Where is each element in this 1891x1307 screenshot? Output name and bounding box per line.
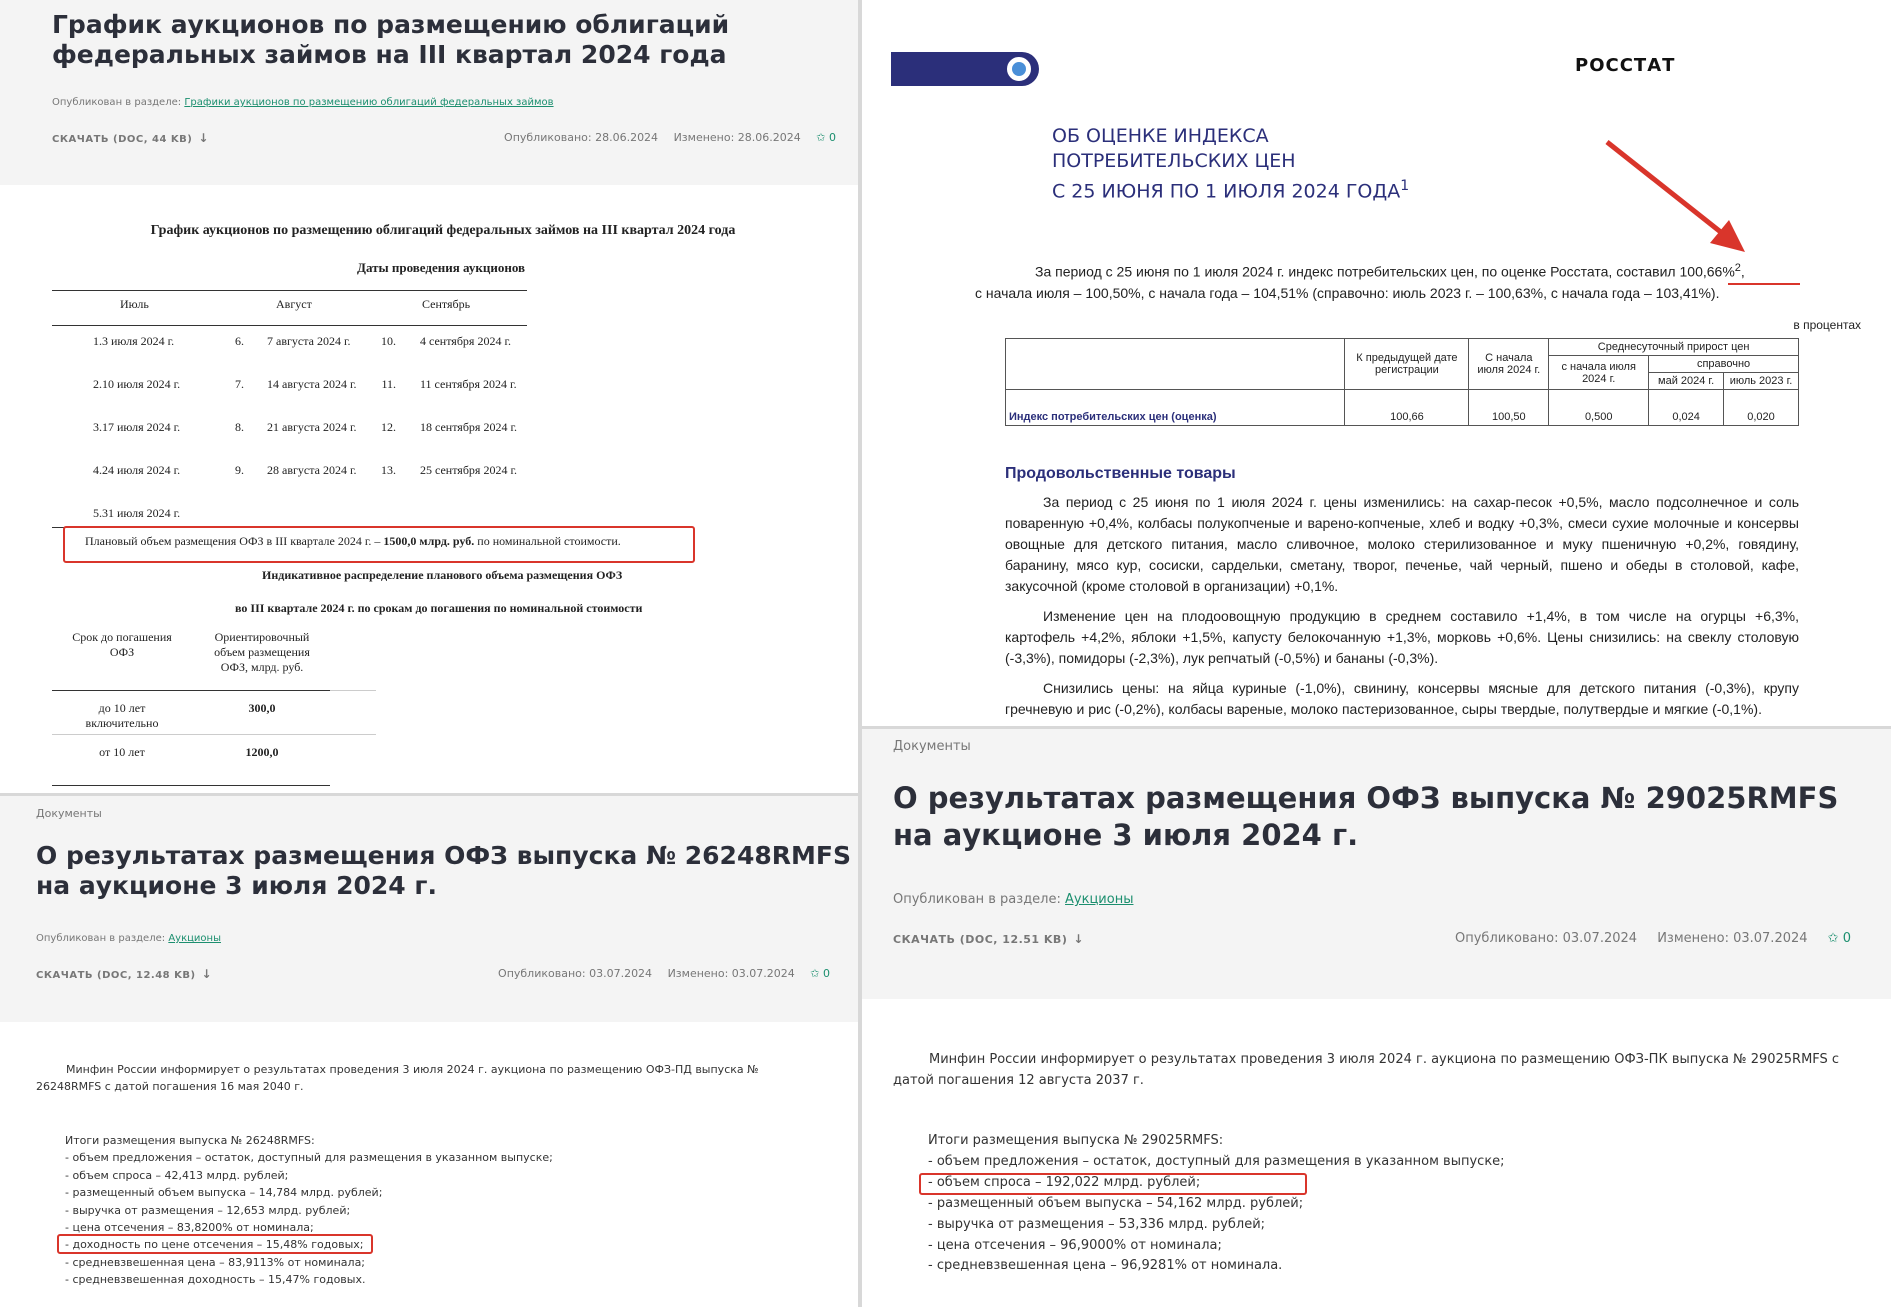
result-item: - цена отсечения – 83,8200% от номинала; [65,1221,314,1235]
auction-date: 4 сентября 2024 г. [420,334,512,348]
download-icon: ↓ [198,131,209,145]
plan-volume: Плановый объем размещения ОФЗ в III квартале 2024 г. – 1500,0 млрд. руб. по номинальной стоимости. [85,534,621,548]
schedule-row [52,369,527,412]
month-september: Сентябрь [422,297,471,311]
result-item: - доходность по цене отсечения – 15,48% годовых; [65,1238,364,1252]
row-number: 12. [381,420,396,434]
auction-date: 28 августа 2024 г. [267,463,357,477]
auction-date: 31 июля 2024 г. [102,506,181,520]
cpi-heading: ОБ ОЦЕНКЕ ИНДЕКСА ПОТРЕБИТЕЛЬСКИХ ЦЕН С 25 ИЮНЯ ПО 1 ИЮЛЯ 2024 ГОДА$^1$ [1052,125,1410,203]
section-link[interactable]: Графики аукционов по размещению облигаций федеральных займов [184,97,554,108]
intro-text: Минфин России информирует о результатах проведения 3 июля 2024 г. аукциона по размещению ОФЗ-ПД выпуска № 26248RMFS с датой погашения 16 мая 2040 г. [36,1063,759,1093]
auction-date: 3 июля 2024 г. [102,334,175,348]
month-july: Июль [120,297,149,311]
schedule-row [52,326,527,369]
row-number: 5. [93,506,102,520]
cpi-intro: За период с 25 июня по 1 июля 2024 г. индекс потребительских цен, по оценке Росстата, составил 100,66%$^2$, с начала июля – 100,50%, с начала года – 104,51% (справочно: июль 2023 г. – 100,63%, с начала года – 103,41%). [975,262,1745,301]
food-heading: Продовольственные товары [1005,465,1236,482]
months-row [52,291,527,325]
highlight-box [57,1234,373,1254]
units-label: в процентах [1793,318,1861,332]
result-item: - цена отсечения – 96,9000% от номинала; [928,1237,1222,1253]
month-august: Август [276,297,312,311]
changed-date: Изменено: 03.07.2024 [1657,931,1808,946]
row-number: 1. [93,334,102,348]
rosstat-logo-icon [1005,55,1033,83]
row-number: 3. [93,420,102,434]
red-arrow-icon [1597,132,1757,262]
download-button[interactable]: СКАЧАТЬ (DOC, 12.51 KB) ↓ [893,932,1084,946]
download-button[interactable]: СКАЧАТЬ (DOC, 12.48 KB) ↓ [36,967,213,981]
result-item: - объем спроса – 42,413 млрд. рублей; [65,1168,289,1182]
doc-title: График аукционов по размещению облигаций федеральных займов на III квартал 2024 года [150,223,736,238]
results-list [928,1131,1505,1277]
auction-date: 25 сентября 2024 г. [420,463,518,477]
changed-date: Изменено: 28.06.2024 [673,131,801,144]
category-label: Документы [893,739,971,754]
row-number: 9. [235,463,244,477]
auction-date: 17 июля 2024 г. [102,420,181,434]
results-heading: Итоги размещения выпуска № 26248RMFS: [65,1134,315,1147]
schedule-row [52,455,527,498]
row-number: 4. [93,463,102,477]
star-icon[interactable]: ✩ [1827,931,1839,946]
auction-date: 10 июля 2024 г. [102,377,181,391]
panel-ofz-29025 [862,729,1891,1307]
star-count: 0 [829,131,836,144]
page-title: О результатах размещения ОФЗ выпуска № 29025RMFS на аукционе 3 июля 2024 г. [893,781,1839,852]
auction-date: 7 августа 2024 г. [267,334,351,348]
results-heading: Итоги размещения выпуска № 29025RMFS: [928,1133,1224,1148]
schedule-row [52,412,527,455]
section-link[interactable]: Аукционы [168,933,221,944]
distribution-table [52,626,376,786]
schedule-header [0,0,858,185]
download-icon: ↓ [1073,932,1084,946]
volume-cell: 300,0 [248,701,276,715]
cpi-value: 100,66% [1679,263,1735,280]
term-header: Срок до погашения ОФЗ [72,630,172,659]
section-link[interactable]: Аукционы [1065,892,1134,907]
schedule-table [52,290,527,528]
star-count: 0 [823,967,830,980]
volume-header: Ориентировочный объем размещения ОФЗ, млрд. руб. [214,630,310,674]
auction-date: 24 июля 2024 г. [102,463,181,477]
term-cell: от 10 лет [99,745,145,759]
panel-auction-schedule [0,0,858,793]
result-item: - выручка от размещения – 53,336 млрд. рублей; [928,1216,1266,1232]
term-cell: до 10 лет включительно [85,701,159,730]
result-item: - объем предложения – остаток, доступный для размещения в указанном выпуске; [65,1151,553,1165]
published-date: Опубликовано: 03.07.2024 [498,967,653,980]
published-in: Опубликован в разделе: Графики аукционов по размещению облигаций федеральных займов [52,97,554,108]
panel-rosstat-cpi [862,0,1891,728]
published-date: Опубликовано: 28.06.2024 [504,131,659,144]
food-para-3: Снизились цены: на яйца куриные (-1,0%), свинину, консервы мясные для детского питания (-0,3%), крупу гречневую и рис (-0,2%), колбасы вареные, молоко пастеризованное, сыры твердые, полутвердые и мягкие (-0,1%). [1005,680,1799,717]
result-item: - средневзвешенная доходность – 15,47% годовых. [65,1273,366,1287]
result-item: - средневзвешенная цена – 96,9281% от номинала. [928,1258,1283,1274]
schedule-rows [52,326,527,528]
food-para-1: За период с 25 июня по 1 июля 2024 г. цены изменились: на сахар-песок +0,5%, масло подсолнечное и соль поваренную +0,4%, колбасы полукопченые и варено-копченые, хлеб и водку +0,3%, смеси сухие молочные и консервы овощные для детского питания, масло сливочное, молоко стерилизованное и муку пшеничную +0,2%, говядину, баранину, мясо кур, сосиски, сардельки, сметану, творог, печенье, чай черный, пшено и обеды в столовой, кафе, закусочной (кроме столовой в организации) +0,1%. [1005,494,1799,594]
changed-date: Изменено: 03.07.2024 [667,967,795,980]
result-item: - размещенный объем выпуска – 14,784 млрд. рублей; [65,1186,383,1200]
row-number: 2. [93,377,102,391]
result-item: - объем предложения – остаток, доступный для размещения в указанном выпуске; [928,1153,1505,1169]
dates-meta [504,131,836,144]
row-number: 6. [235,334,244,348]
result-item: - выручка от размещения – 12,653 млрд. рублей; [65,1203,351,1217]
auction-date: 18 сентября 2024 г. [420,420,518,434]
dates-meta [498,967,830,980]
rosstat-logo: РОССТАТ [1575,55,1676,76]
highlight-box [63,526,695,563]
row-number: 10. [381,334,396,348]
distribution-row [52,691,376,735]
category-label: Документы [36,807,102,820]
download-icon: ↓ [201,967,213,981]
row-number: 8. [235,420,244,434]
distribution-heading-2: во III квартале 2024 г. по срокам до погашения по номинальной стоимости [235,601,643,615]
result-item: - средневзвешенная цена – 83,9113% от номинала; [65,1255,366,1269]
auction-date: 14 августа 2024 г. [267,377,357,391]
published-in: Опубликован в разделе: Аукционы [36,933,221,944]
distribution-heading-1: Индикативное распределение планового объема размещения ОФЗ [262,568,623,582]
auction-date: 11 сентября 2024 г. [420,377,517,391]
food-para-2: Изменение цен на плодоовощную продукцию в среднем составило +1,4%, в том числе на огурцы +6,3%, картофель +4,2%, яблоки +1,5%, капусту белокочанную +1,3%, морковь +0,6%. Цены снизились: на свеклу столовую (-3,3%), помидоры (-2,3%), лук репчатый (-0,5%) и бананы (-0,3%). [1005,608,1799,666]
star-count: 0 [1842,931,1851,946]
download-button[interactable]: СКАЧАТЬ (DOC, 44 KB) ↓ [52,131,209,145]
auction-date: 21 августа 2024 г. [267,420,357,434]
row-number: 11. [381,377,396,391]
ofz-29025-header [862,729,1891,999]
page-title: О результатах размещения ОФЗ выпуска № 26248RMFS на аукционе 3 июля 2024 г. [36,841,851,900]
volume-cell: 1200,0 [245,745,279,759]
results-list [65,1132,553,1289]
result-item: - размещенный объем выпуска – 54,162 млрд. рублей; [928,1195,1304,1211]
published-in: Опубликован в разделе: Аукционы [893,892,1134,907]
distribution-row [52,735,376,775]
result-item: - объем спроса – 192,022 млрд. рублей; [928,1174,1201,1190]
cpi-underline [1728,283,1800,285]
highlight-box [919,1173,1307,1195]
row-number: 13. [381,463,396,477]
row-number: 7. [235,377,244,391]
ofz-26248-header [0,796,858,1022]
star-icon[interactable]: ✩ [810,967,820,980]
star-icon[interactable]: ✩ [816,131,826,144]
page-title: График аукционов по размещению облигаций федеральных займов на III квартал 2024 года [52,10,730,69]
panel-ofz-26248 [0,796,858,1307]
cpi-table: К предыдущей дате регистрации С начала июля 2024 г. Среднесуточный прирост цен с начала июля 2024 г. справочно май 2024 г. июль 2023 г. Индекс потребительских цен (оценка) 100,66 100,50 0,500 0,024 0,020 [1005,338,1799,426]
schedule-row [52,498,527,528]
dates-heading: Даты проведения аукционов [357,260,526,275]
published-date: Опубликовано: 03.07.2024 [1455,931,1638,946]
intro-text: Минфин России информирует о результатах проведения 3 июля 2024 г. аукциона по размещению ОФЗ-ПК выпуска № 29025RMFS с датой погашения 12 августа 2037 г. [893,1052,1840,1088]
dates-meta [1455,931,1851,946]
